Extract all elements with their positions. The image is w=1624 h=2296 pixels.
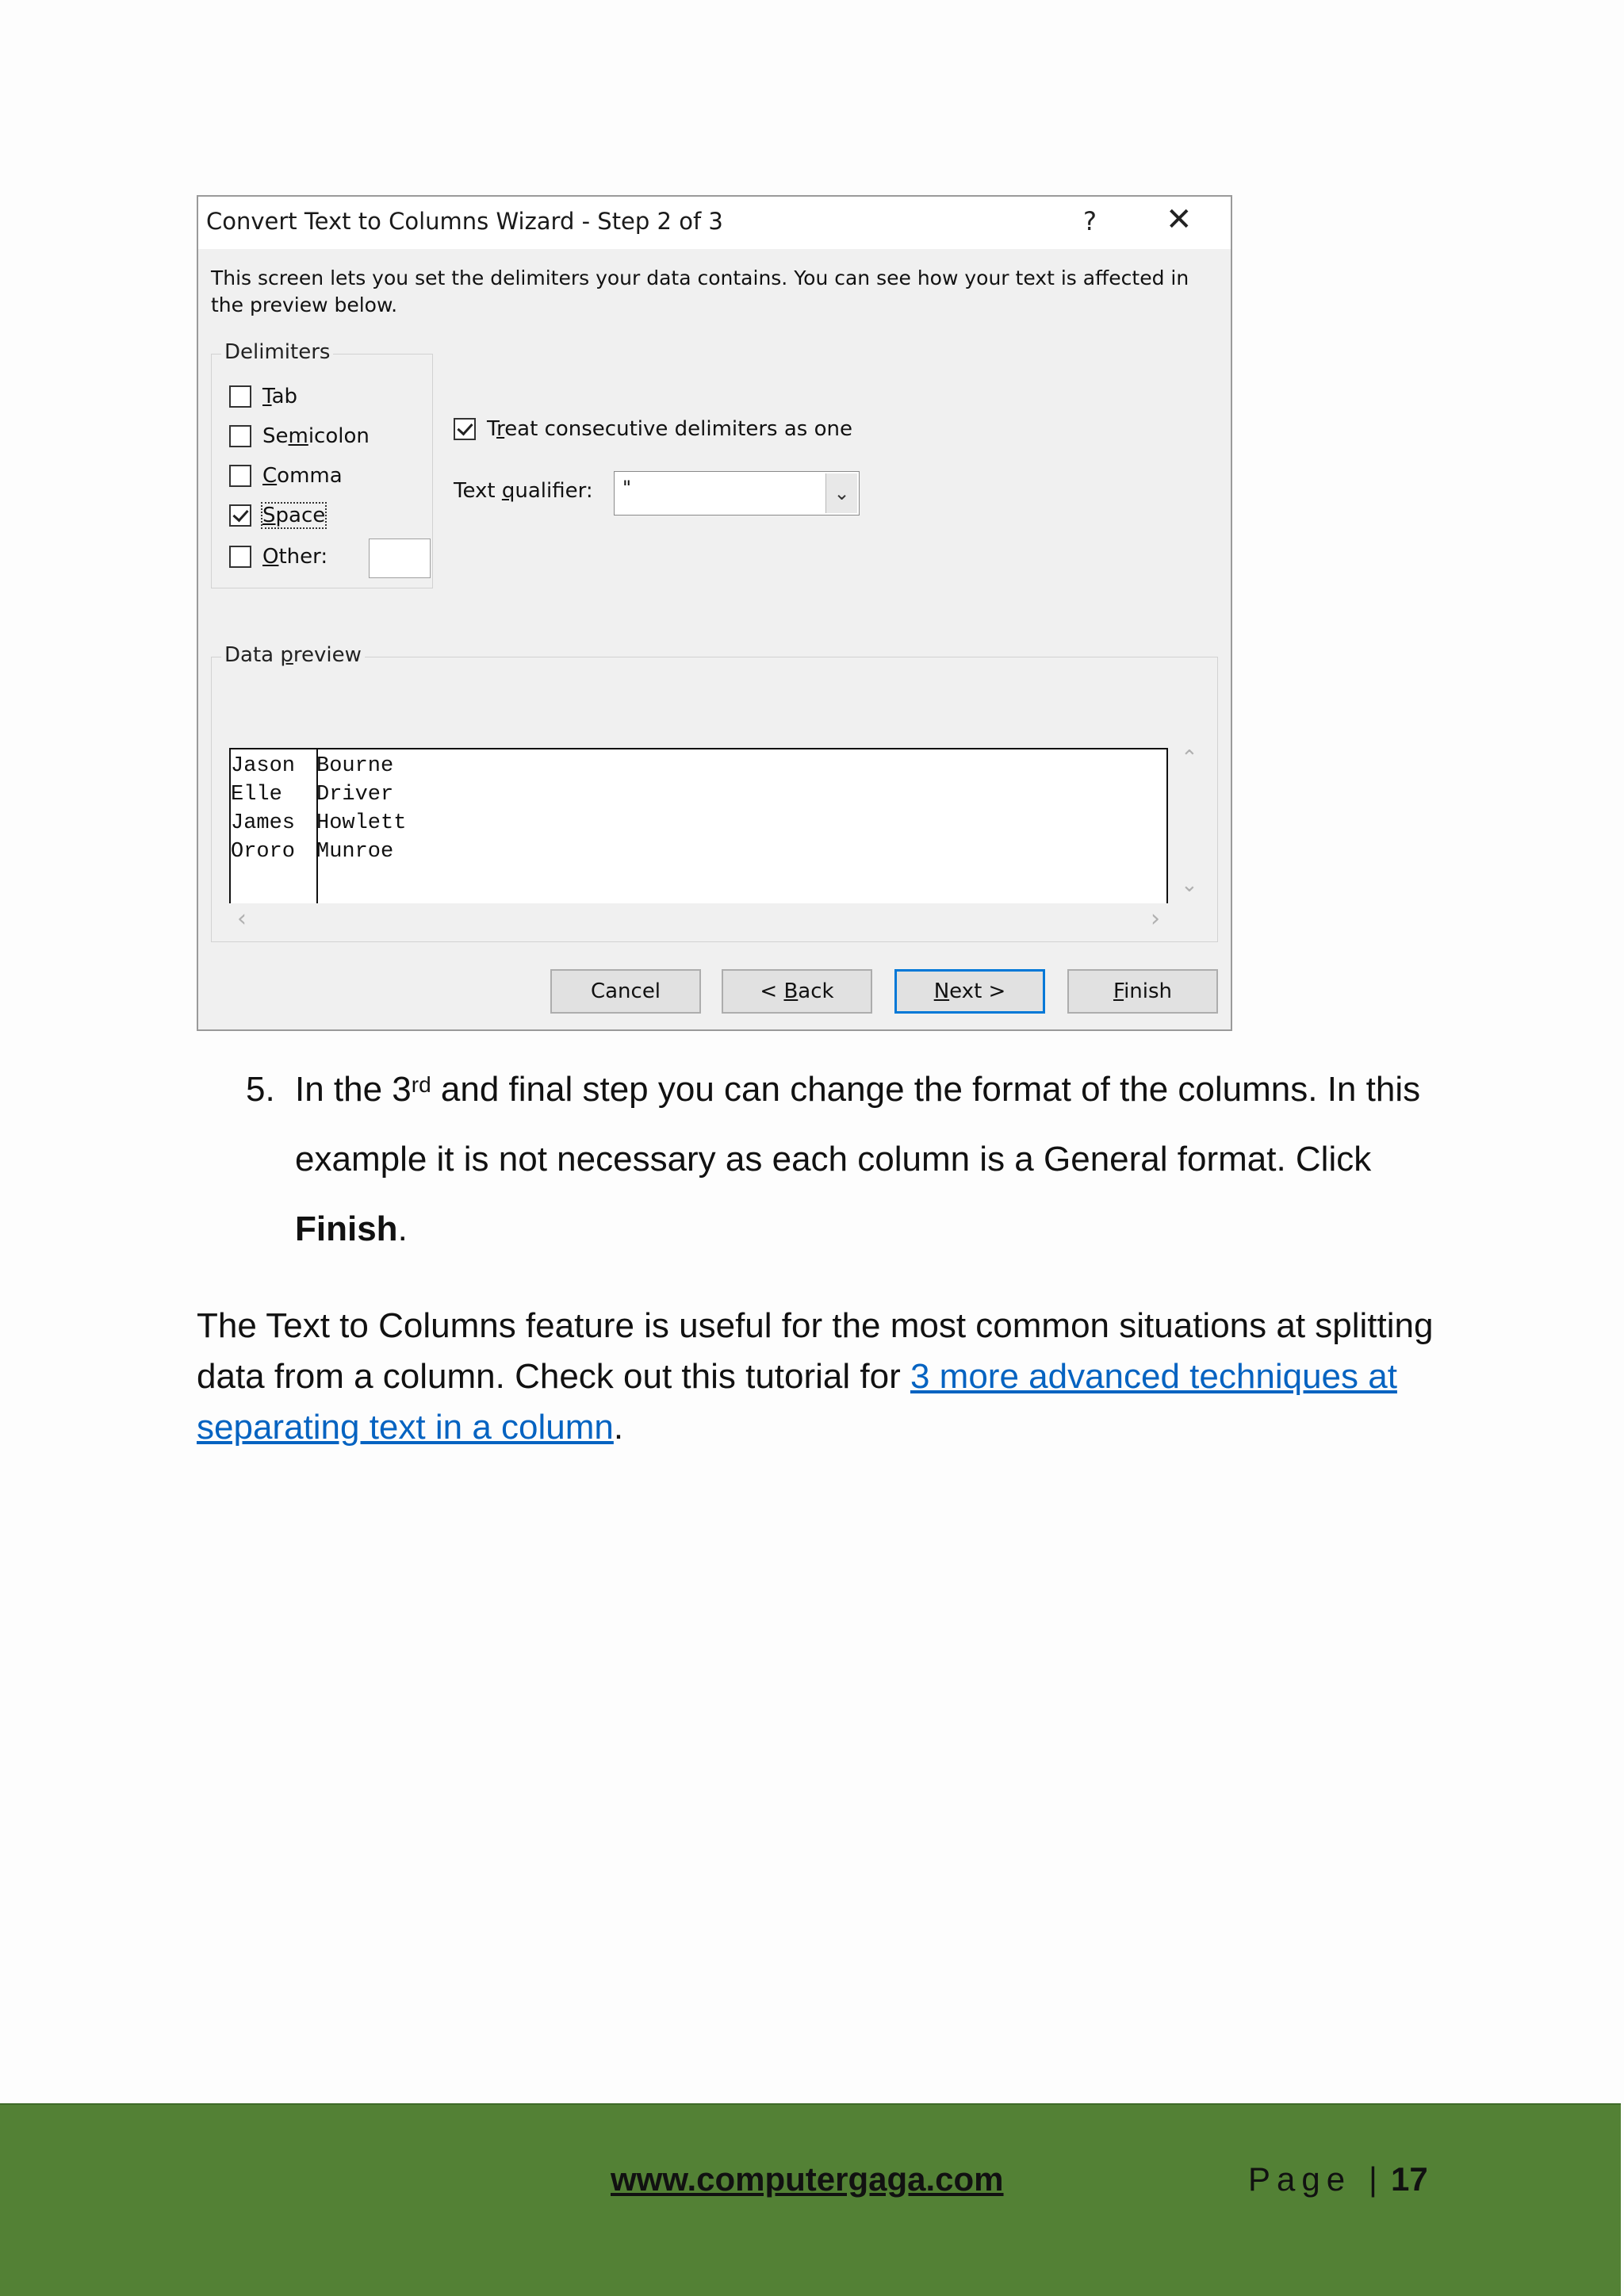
summary-paragraph: The Text to Columns feature is useful for the most common situations at splitting data from a column. Check out this tutorial for 3 more advanced techniques at separating text in a column. [197,1306,1434,1447]
delimiters-group [211,340,433,588]
footer-separator: | [1369,2160,1377,2198]
text-qualifier-label: Text qualifier: [454,479,593,503]
other-delimiter-input[interactable] [369,539,431,578]
data-preview-area[interactable]: Jason Bourne Elle Driver James Howlett Ororo Munroe [229,748,1168,903]
dialog-titlebar [198,197,1231,249]
step-text: In the 3rd and final step you can change the format of the columns. In this example it is not necessary as each column is a General format. Click Finish. [295,1070,1421,1248]
chevron-down-icon[interactable]: ⌄ [825,473,857,513]
dialog-title: Convert Text to Columns Wizard - Step 2 of 3 [206,208,723,235]
other-checkbox[interactable] [229,546,251,568]
dialog-intro-text: This screen lets you set the delimiters your data contains. You can see how your text is affected in the preview below. [211,266,1189,316]
finish-button[interactable]: Finish [1067,969,1218,1014]
comma-checkbox[interactable] [229,465,251,487]
comma-label: Comma [262,464,343,488]
tab-checkbox[interactable] [229,385,251,408]
scroll-left-icon[interactable]: ‹ [237,905,247,933]
help-button[interactable]: ? [1083,206,1097,236]
scroll-up-icon[interactable]: ⌃ [1181,746,1198,770]
text-qualifier-select[interactable] [614,471,860,516]
other-checkbox-row[interactable] [229,545,327,569]
text-qualifier-value: " [622,477,632,499]
footer-page-label: Page [1248,2160,1352,2198]
treat-consecutive-row[interactable] [454,417,852,441]
text-to-columns-dialog [197,195,1232,1031]
scroll-right-icon[interactable]: › [1151,905,1160,933]
tutorial-link[interactable]: 3 more advanced techniques at separating text in a column [197,1357,1397,1447]
other-label: Other: [262,545,328,569]
semicolon-checkbox-row[interactable] [229,424,370,448]
tab-checkbox-row[interactable] [229,385,297,408]
tab-label: Tab [262,385,298,408]
finish-bold: Finish [295,1209,398,1248]
semicolon-label: Semicolon [262,424,370,448]
treat-consecutive-label: Treat consecutive delimiters as one [487,417,852,441]
space-checkbox[interactable] [229,504,251,527]
step-number: 5. [246,1070,275,1109]
comma-checkbox-row[interactable] [229,464,343,488]
data-preview-label: Data preview [221,643,365,667]
close-icon[interactable]: ✕ [1166,201,1193,238]
treat-consecutive-checkbox[interactable] [454,418,476,440]
data-preview-group [211,643,1218,942]
horizontal-scrollbar[interactable] [229,905,1168,933]
space-checkbox-row[interactable] [229,504,325,527]
footer-website-link[interactable]: www.computergaga.com [611,2160,1004,2198]
space-label: Space [262,504,326,527]
delimiters-label: Delimiters [221,340,333,364]
back-button[interactable]: < Back [722,969,872,1014]
page-footer [0,2103,1621,2296]
cancel-button[interactable]: Cancel [550,969,701,1014]
semicolon-checkbox[interactable] [229,425,251,447]
next-button[interactable]: Next > [894,969,1045,1014]
footer-page-number: 17 [1391,2160,1428,2198]
scroll-down-icon[interactable]: ⌄ [1181,873,1198,897]
